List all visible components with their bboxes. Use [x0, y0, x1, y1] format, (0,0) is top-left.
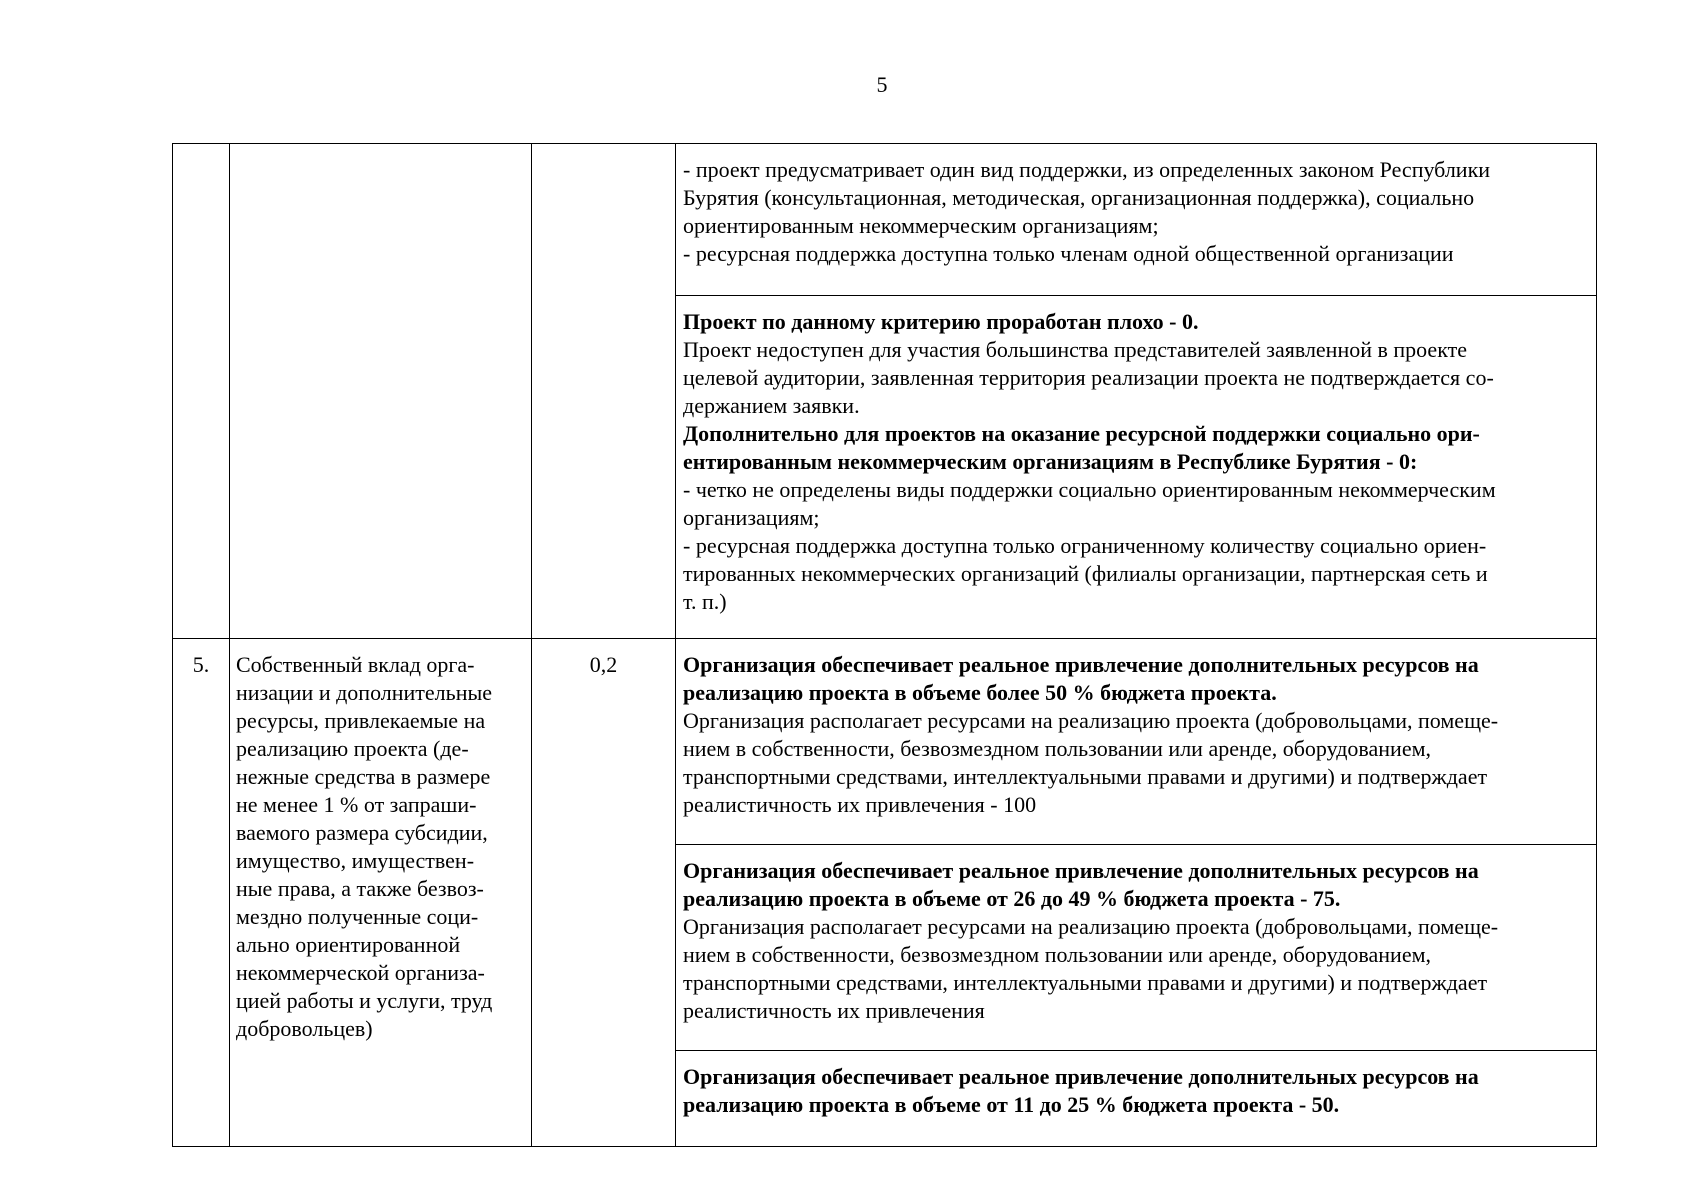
text-line: имущество, имуществен- [236, 848, 475, 873]
text-line: ориентированным некоммерческим организациям; [683, 213, 1159, 238]
text-line: ваемого размера субсидии, [236, 820, 488, 845]
page-number: 5 [876, 72, 888, 97]
weight-value: 0,2 [532, 639, 676, 1147]
criterion-cell [676, 1051, 1597, 1147]
criterion-extra-heading: Дополнительно для проектов на оказание ресурсной поддержки социально ори- [683, 421, 1480, 446]
text-line: Организация располагает ресурсами на реализацию проекта (добровольцами, помеще- [683, 914, 1499, 939]
text-line: транспортными средствами, интеллектуальными правами и другими) и подтверждает [683, 970, 1488, 995]
criterion-cell [676, 144, 1597, 296]
criterion-heading: реализацию проекта в объеме более 50 % бюджета проекта. [683, 680, 1277, 705]
criterion-heading: реализацию проекта в объеме от 11 до 25 % бюджета проекта - 50. [683, 1092, 1340, 1117]
text-line: организациям; [683, 505, 820, 530]
criterion-name [230, 639, 532, 1147]
criterion-extra-heading: ентированным некоммерческим организациям в Республике Бурятия - 0: [683, 449, 1418, 474]
text-line: цией работы и услуги, труд [236, 988, 493, 1013]
cell-name-empty [230, 144, 532, 639]
text-line: низации и дополнительные [236, 680, 493, 705]
text-line: нежные средства в размере [236, 764, 491, 789]
text-line: - ресурсная поддержка доступна только ограниченному количеству социально ориен- [683, 533, 1487, 558]
text-line: - четко не определены виды поддержки социально ориентированным некоммерческим [683, 477, 1496, 502]
criterion-heading: Проект по данному критерию проработан плохо - 0. [683, 309, 1199, 334]
table-row-continuation [173, 144, 1597, 296]
text-line: тированных некоммерческих организаций (филиалы организации, партнерская сеть и [683, 561, 1488, 586]
text-line: ресурсы, привлекаемые на [236, 708, 486, 733]
text-line: нием в собственности, безвозмездном пользовании или аренде, оборудованием, [683, 736, 1432, 761]
text-line: транспортными средствами, интеллектуальными правами и другими) и подтверждает [683, 764, 1488, 789]
criterion-heading: Организация обеспечивает реальное привлечение дополнительных ресурсов на [683, 1064, 1479, 1089]
row-number: 5. [173, 639, 230, 1147]
text-line: мездно полученные соци- [236, 904, 479, 929]
text-line: некоммерческой организа- [236, 960, 485, 985]
criterion-heading: Организация обеспечивает реальное привлечение дополнительных ресурсов на [683, 858, 1479, 883]
criterion-heading: Организация обеспечивает реальное привлечение дополнительных ресурсов на [683, 652, 1479, 677]
cell-weight-empty [532, 144, 676, 639]
criteria-table [172, 143, 1597, 1147]
text-line: реализацию проекта (де- [236, 736, 469, 761]
text-line: Собственный вклад орга- [236, 652, 475, 677]
text-line: не менее 1 % от запраши- [236, 792, 477, 817]
text-line: реалистичность их привлечения [683, 998, 985, 1023]
text-line: Организация располагает ресурсами на реализацию проекта (добровольцами, помеще- [683, 708, 1499, 733]
text-line: - проект предусматривает один вид поддержки, из определенных законом Республики [683, 157, 1491, 182]
criterion-cell [676, 639, 1597, 845]
text-line: Проект недоступен для участия большинства представителей заявленной в проекте [683, 337, 1467, 362]
criterion-cell [676, 845, 1597, 1051]
text-line: т. п.) [683, 589, 727, 614]
text-line: ально ориентированной [236, 932, 461, 957]
text-line: Бурятия (консультационная, методическая, организационная поддержка), социально [683, 185, 1475, 210]
text-line: держанием заявки. [683, 393, 860, 418]
table-row-5 [173, 639, 1597, 845]
text-line: добровольцев) [236, 1016, 373, 1041]
text-line: ные права, а также безвоз- [236, 876, 484, 901]
text-line: - ресурсная поддержка доступна только членам одной общественной организации [683, 241, 1454, 266]
cell-number-empty [173, 144, 230, 639]
criterion-cell [676, 296, 1597, 639]
criterion-heading: реализацию проекта в объеме от 26 до 49 % бюджета проекта - 75. [683, 886, 1341, 911]
text-line: реалистичность их привлечения - 100 [683, 792, 1037, 817]
text-line: нием в собственности, безвозмездном пользовании или аренде, оборудованием, [683, 942, 1432, 967]
text-line: целевой аудитории, заявленная территория реализации проекта не подтверждается со- [683, 365, 1494, 390]
